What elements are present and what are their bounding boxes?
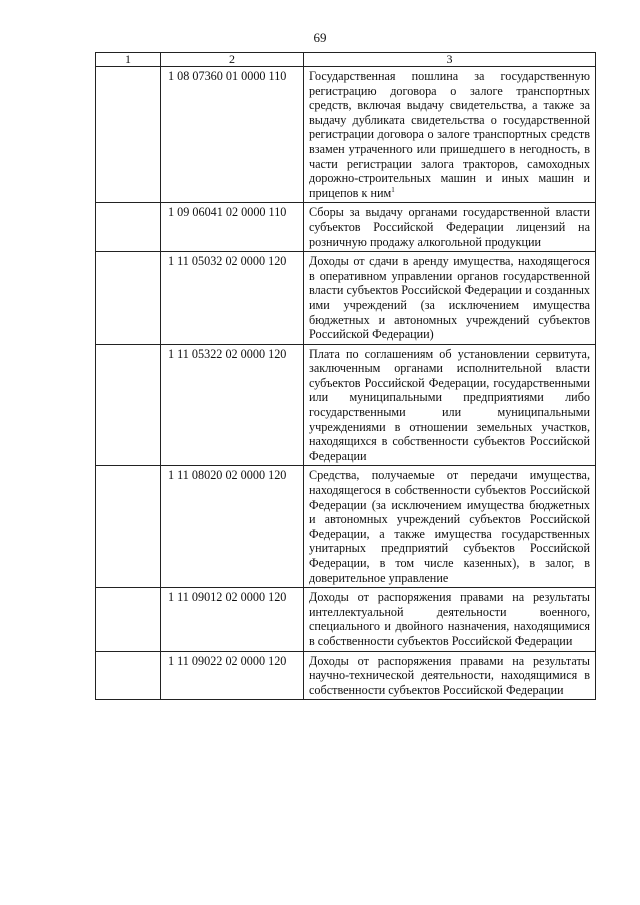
column-header-3: 3 bbox=[304, 53, 596, 67]
classification-code: 1 08 07360 01 0000 110 bbox=[161, 67, 304, 203]
table-row bbox=[96, 203, 596, 252]
classification-code: 1 11 05322 02 0000 120 bbox=[161, 344, 304, 466]
revenue-description: Доходы от сдачи в аренду имущества, находящегося в оперативном управлении органов государственной власти субъектов Российской Федерации и созданных ими учреждений (за исключением имущества бюджетных и автономных учреждений субъектов Российской Федерации) bbox=[304, 252, 596, 345]
table-row bbox=[96, 344, 596, 466]
row-number-cell bbox=[96, 466, 161, 588]
table-row bbox=[96, 252, 596, 345]
row-number-cell bbox=[96, 651, 161, 700]
table-row bbox=[96, 466, 596, 588]
row-number-cell bbox=[96, 588, 161, 651]
revenue-description bbox=[304, 67, 596, 203]
classification-code: 1 11 09022 02 0000 120 bbox=[161, 651, 304, 700]
column-header-1: 1 bbox=[96, 53, 161, 67]
classification-code: 1 11 09012 02 0000 120 bbox=[161, 588, 304, 651]
page-number: 69 bbox=[313, 30, 327, 45]
classification-code: 1 11 05032 02 0000 120 bbox=[161, 252, 304, 345]
table-row bbox=[96, 67, 596, 203]
footnote-marker: 1 bbox=[391, 185, 395, 194]
revenue-description: Доходы от распоряжения правами на результаты научно-технической деятельности, находящимися в собственности субъектов Российской Федерации bbox=[304, 651, 596, 700]
classification-code: 1 11 08020 02 0000 120 bbox=[161, 466, 304, 588]
revenue-codes-table bbox=[95, 52, 596, 700]
row-number-cell bbox=[96, 67, 161, 203]
revenue-description: Средства, получаемые от передачи имущества, находящегося в собственности субъектов Российской Федерации (за исключением имущества бюджетных и автономных учреждений субъектов Российской Федерации, а также имущества государственных унитарных предприятий субъектов Российской Федерации, в том числе казенных), в залог, в доверительное управление bbox=[304, 466, 596, 588]
row-number-cell bbox=[96, 344, 161, 466]
revenue-description: Сборы за выдачу органами государственной власти субъектов Российской Федерации лицензий на розничную продажу алкогольной продукции bbox=[304, 203, 596, 252]
revenue-description: Плата по соглашениям об установлении сервитута, заключенным органами исполнительной власти субъектов Российской Федерации, государственными или муниципальными предприятиями либо государственными или муниципальными учреждениями в отношении земельных участков, находящихся в собственности субъектов Российской Федерации bbox=[304, 344, 596, 466]
column-header-2: 2 bbox=[161, 53, 304, 67]
row-number-cell bbox=[96, 203, 161, 252]
classification-code: 1 09 06041 02 0000 110 bbox=[161, 203, 304, 252]
table-header-row bbox=[96, 53, 596, 67]
row-number-cell bbox=[96, 252, 161, 345]
table-row bbox=[96, 588, 596, 651]
table-row bbox=[96, 651, 596, 700]
description-text: Государственная пошлина за государственную регистрацию договора о залоге транспортных средств, включая выдачу свидетельства, а также за выдачу дубликата свидетельства о государственной регистрации договора о залоге транспортных средств взамен утраченного или пришедшего в негодность, в части регистрации залога тракторов, самоходных дорожно-строительных машин и иных машин и прицепов к ним bbox=[309, 69, 590, 200]
revenue-description: Доходы от распоряжения правами на результаты интеллектуальной деятельности военного, специального и двойного назначения, находящимися в собственности субъектов Российской Федерации bbox=[304, 588, 596, 651]
